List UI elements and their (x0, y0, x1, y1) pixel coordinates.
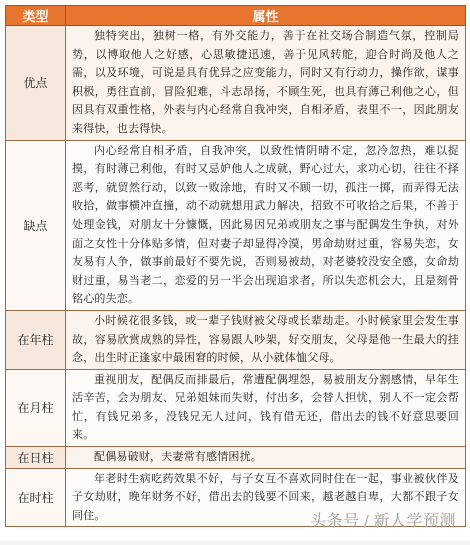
watermark-author: 新人学预测 (373, 511, 456, 530)
table-row-month-pillar (6, 369, 466, 446)
row-attribute-text: 独特突出，独树一格，有外交能力，善于在社交场合制造气氛，控制局势，以博取他人之好感，心思敏捷迅速，善于见风转舵，迎合时尚及他人之需，以及环境，可说是具有优异之应变能力，同时又有行动力，操作欲，谋事积极，勇往直前，冒险犯难，斗志昂扬，不顾生死，也具有薄己利他之心，但因具有双重性格，外表与内心经常自我冲突，自相矛盾，表里不一，因此朋友来得快，也去得快。 (66, 26, 466, 141)
row-type-label: 优点 (6, 26, 66, 141)
row-type-label: 在时柱 (6, 468, 66, 527)
table-row-disadvantages (6, 140, 466, 310)
row-attribute-text: 小时候花很多钱，或一辈子钱财被父母或长辈劫走。小时候家里会发生事故，容易欣赏成熟的异性，容易跟人吵架，好交朋友，父母是他一生最大的挂念，出生时正逢家中最困窘的时候，从小就体恤父母。 (66, 310, 466, 369)
row-attribute-text: 配偶易破财，夫妻常有感情困扰。 (66, 447, 466, 469)
attribute-table (5, 5, 466, 527)
table-row-day-pillar (6, 447, 466, 469)
row-type-label: 在年柱 (6, 310, 66, 369)
watermark-source: 头条号 (310, 511, 360, 530)
header-attribute: 属性 (66, 6, 466, 26)
row-attribute-text: 重视朋友，配偶反而排最后，常遭配偶埋怨，易被朋友分割感情，早年生活辛苦，会为朋友、兄弟姐妹而失财，付出多，会替人担忧，别人不一定会帮忙，有钱兄弟多，没钱兄无人过问，钱有借无还，借出去的钱不好意思要回来。 (66, 369, 466, 446)
row-type-label: 在日柱 (6, 447, 66, 469)
table-header-row (6, 6, 466, 26)
header-type: 类型 (6, 6, 66, 26)
table-row-year-pillar (6, 310, 466, 369)
row-attribute-text: 内心经常自相矛盾，自我冲突，以致性情阴晴不定，忽冷忽热，难以捉摸，有时薄己利他，有时又忌妒他人之成就，野心过大，求功心切，往往不择恶考，就贸然行动，以致一败涂地，有时又不顾一切，孤注一掷，而弄得无法收拾，做事横冲直撞，动不动就想用武力解决，招致不可收拾之后果，不善于处理金钱，对朋友十分慷慨，因此易因兄弟或朋友之事与配偶发生争执，对外面之女性十分体贴多情，但对妻子却显得冷漠，男命劫财过重，容易失恋，女友易有人争，做事前最好不要先说，否则易被劫，对老婆较没安全感，女命劫财过重，易当老二，恋爱的另一半会出现追求者，所以失恋机会大，且是刻骨铭心的失恋。 (66, 140, 466, 310)
row-attribute-text: 年老时生病吃药效果不好，与子女互不喜欢同时住在一起，事业被伙伴及子女劫财，晚年财务不好，借出去的钱要不回来，越老越自卑，大都不跟子女同住。 (66, 468, 466, 527)
table-row-advantages (6, 26, 466, 141)
row-type-label: 在月柱 (6, 369, 66, 446)
watermark-separator: / (363, 511, 370, 530)
row-type-label: 缺点 (6, 140, 66, 310)
watermark (310, 508, 456, 531)
bottom-band (0, 541, 470, 545)
